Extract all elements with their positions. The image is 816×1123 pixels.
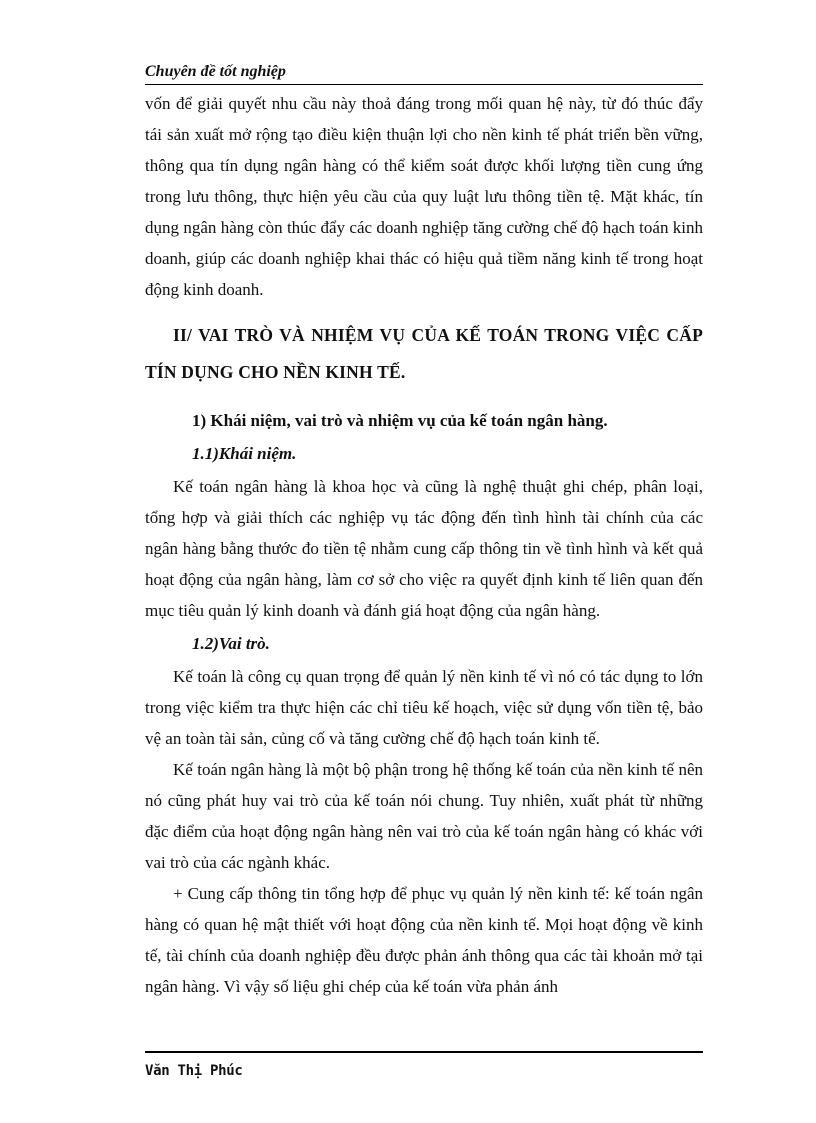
header-title: Chuyên đề tốt nghiệp [145,63,286,80]
paragraph-role-2: Kế toán ngân hàng là một bộ phận trong hệ thống kế toán của nền kinh tế nên nó cũng phát huy vai trò của kế toán nói chung. Tuy nhiên, xuất phát từ những đặc điểm của hoạt động ngân hàng nên vai trò của kế toán ngân hàng có khác với vai trò của các ngành khác. [145,760,703,872]
section-title: II/ VAI TRÒ VÀ NHIỆM VỤ CỦA KẾ TOÁN TRONG VIỆC CẤP TÍN DỤNG CHO NỀN KINH TẾ. [145,325,703,382]
page-body [145,88,703,1002]
subsection-heading-concept: 1.1)Khái niệm. [192,444,297,463]
paragraph-intro: vốn để giải quyết nhu cầu này thoả đáng trong mối quan hệ này, từ đó thúc đẩy tái sản xuất mở rộng tạo điều kiện thuận lợi cho nền kinh tế phát triển bền vững, thông qua tín dụng ngân hàng có thể kiểm soát được khối lượng tiền cung ứng trong lưu thông, thực hiện yêu cầu của quy luật lưu thông tiền tệ. Mặt khác, tín dụng ngân hàng còn thúc đẩy các doanh nghiệp tăng cường chế độ hạch toán kinh doanh, giúp các doanh nghiệp khai thác có hiệu quả tiềm năng kinh tế trong hoạt động kinh doanh. [145,94,703,299]
header-rule [145,84,703,85]
subsection-heading: 1) Khái niệm, vai trò và nhiệm vụ của kế toán ngân hàng. [192,411,608,430]
page-header [145,62,703,85]
paragraph-concept: Kế toán ngân hàng là khoa học và cũng là nghệ thuật ghi chép, phân loại, tổng hợp và giải thích các nghiệp vụ tác động đến tình hình tài chính của các ngân hàng bằng thước đo tiền tệ nhằm cung cấp thông tin về tình hình và kết quả hoạt động của ngân hàng, làm cơ sở cho việc ra quyết định kinh tế liên quan đến mục tiêu quản lý kinh doanh và đánh giá hoạt động của ngân hàng. [145,477,703,620]
footer-author: Văn Thị Phúc [145,1063,243,1079]
footer-rule [145,1051,703,1053]
paragraph-role-1: Kế toán là công cụ quan trọng để quản lý nền kinh tế vì nó có tác dụng to lớn trong việc kiểm tra thực hiện các chỉ tiêu kế hoạch, việc sử dụng vốn tiền tệ, bảo vệ an toàn tài sản, củng cố và tăng cường chế độ hạch toán kinh tế. [145,667,703,748]
page-footer [145,1051,703,1079]
paragraph-role-3: + Cung cấp thông tin tổng hợp để phục vụ quản lý nền kinh tế: kế toán ngân hàng có quan hệ mật thiết với hoạt động của nền kinh tế. Mọi hoạt động về kinh tế, tài chính của doanh nghiệp đều được phản ánh thông qua các tài khoản mở tại ngân hàng. Vì vậy số liệu ghi chép của kế toán vừa phản ánh [145,884,703,996]
subsection-heading-role: 1.2)Vai trò. [192,634,270,653]
